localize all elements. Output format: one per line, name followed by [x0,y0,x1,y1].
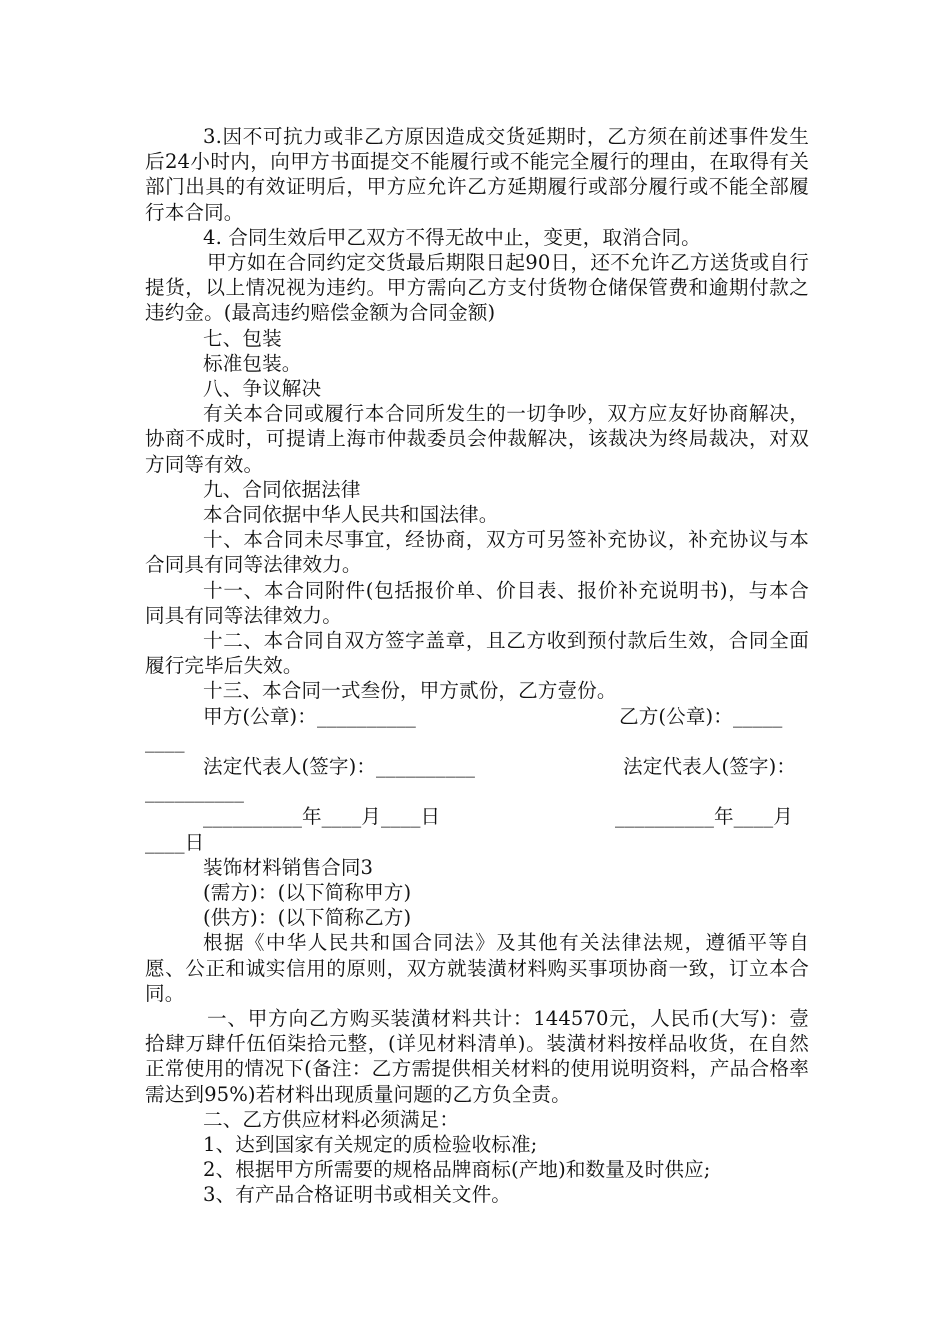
supplier-line: (供方)：(以下简称乙方) [203,906,412,930]
section-12: 十二、本合同自双方签字盖章，且乙方收到预付款后生效，合同全面履行完毕后失效。 [145,629,809,678]
party-b-representative: 法定代表人(签字)： [623,755,797,779]
document-body [145,124,809,1208]
party-a-date: __________年____月____日 [203,805,441,829]
party-b-seal: 乙方(公章)：_____ [619,704,783,728]
preamble: 根据《中华人民共和国合同法》及其他有关法律法规，遵循平等自愿、公正和诚实信用的原则，双方就装潢材料购买事项协商一致，订立本合同。 [145,931,809,1005]
clause-1: 一、甲方向乙方购买装潢材料共计：144570元，人民币(大写)：壹拾肆万肆仟伍佰柒拾元整，(详见材料清单)。装潢材料按样品收货，在自然正常使用的情况下(备注：乙方需提供相关材料的使用说明资料，产品合格率需达到95%)若材料出现质量问题的乙方负全责。 [145,1007,809,1106]
party-b-representative-continued: __________ [145,780,244,804]
clause-6-breach: 甲方如在合同约定交货最后期限日起90日，还不允许乙方送货或自行提货，以上情况视为违约。甲方需向乙方支付货物仓储保管费和逾期付款之违约金。(最高违约赔偿金额为合同金额) [145,251,809,325]
section-13: 十三、本合同一式叁份，甲方贰份，乙方壹份。 [203,679,617,703]
clause-2-item-2: 2、根据甲方所需要的规格品牌商标(产地)和数量及时供应; [203,1158,711,1182]
clause-2-heading: 二、乙方供应材料必须满足： [203,1107,460,1131]
section-11: 十一、本合同附件(包括报价单、价目表、报价补充说明书)，与本合同具有同等法律效力。 [145,578,809,627]
buyer-line: (需方)：(以下简称甲方) [203,881,412,904]
party-b-seal-continued: ____ [145,729,185,753]
clause-6-4: 4. 合同生效后甲乙双方不得无故中止，变更，取消合同。 [203,225,701,249]
clause-2-item-1: 1、达到国家有关规定的质检验收标准; [203,1133,538,1157]
clause-6-3: 3.因不可抗力或非乙方原因造成交货延期时，乙方须在前述事件发生后24小时内，向甲方书面提交不能履行或不能完全履行的理由，在取得有关部门出具的有效证明后，甲方应允许乙方延期履行或部分履行或不能全部履行本合同。 [145,125,809,224]
party-a-seal: 甲方(公章)：__________ [203,704,416,728]
section-7-heading: 七、包装 [203,326,282,350]
section-9-heading: 九、合同依据法律 [203,477,361,501]
party-b-date-continued: ____日 [145,830,205,854]
clause-2-item-3: 3、有产品合格证明书或相关文件。 [203,1183,511,1207]
date-line [145,804,809,829]
section-8-heading: 八、争议解决 [203,377,322,401]
section-7-body: 标准包装。 [203,351,302,375]
section-8-body: 有关本合同或履行本合同所发生的一切争吵，双方应友好协商解决，协商不成时，可提请上海市仲裁委员会仲裁解决，该裁决为终局裁决，对双方同等有效。 [145,402,809,476]
seal-line [145,704,809,729]
party-a-representative: 法定代表人(签字)：__________ [203,755,476,779]
contract-3-title: 装饰材料销售合同3 [203,855,374,879]
section-9-body: 本合同依据中华人民共和国法律。 [203,503,499,527]
representative-line [145,754,809,779]
section-10: 十、本合同未尽事宜，经协商，双方可另签补充协议，补充协议与本合同具有同等法律效力。 [145,528,809,577]
party-b-date: __________年____月 [615,805,793,829]
